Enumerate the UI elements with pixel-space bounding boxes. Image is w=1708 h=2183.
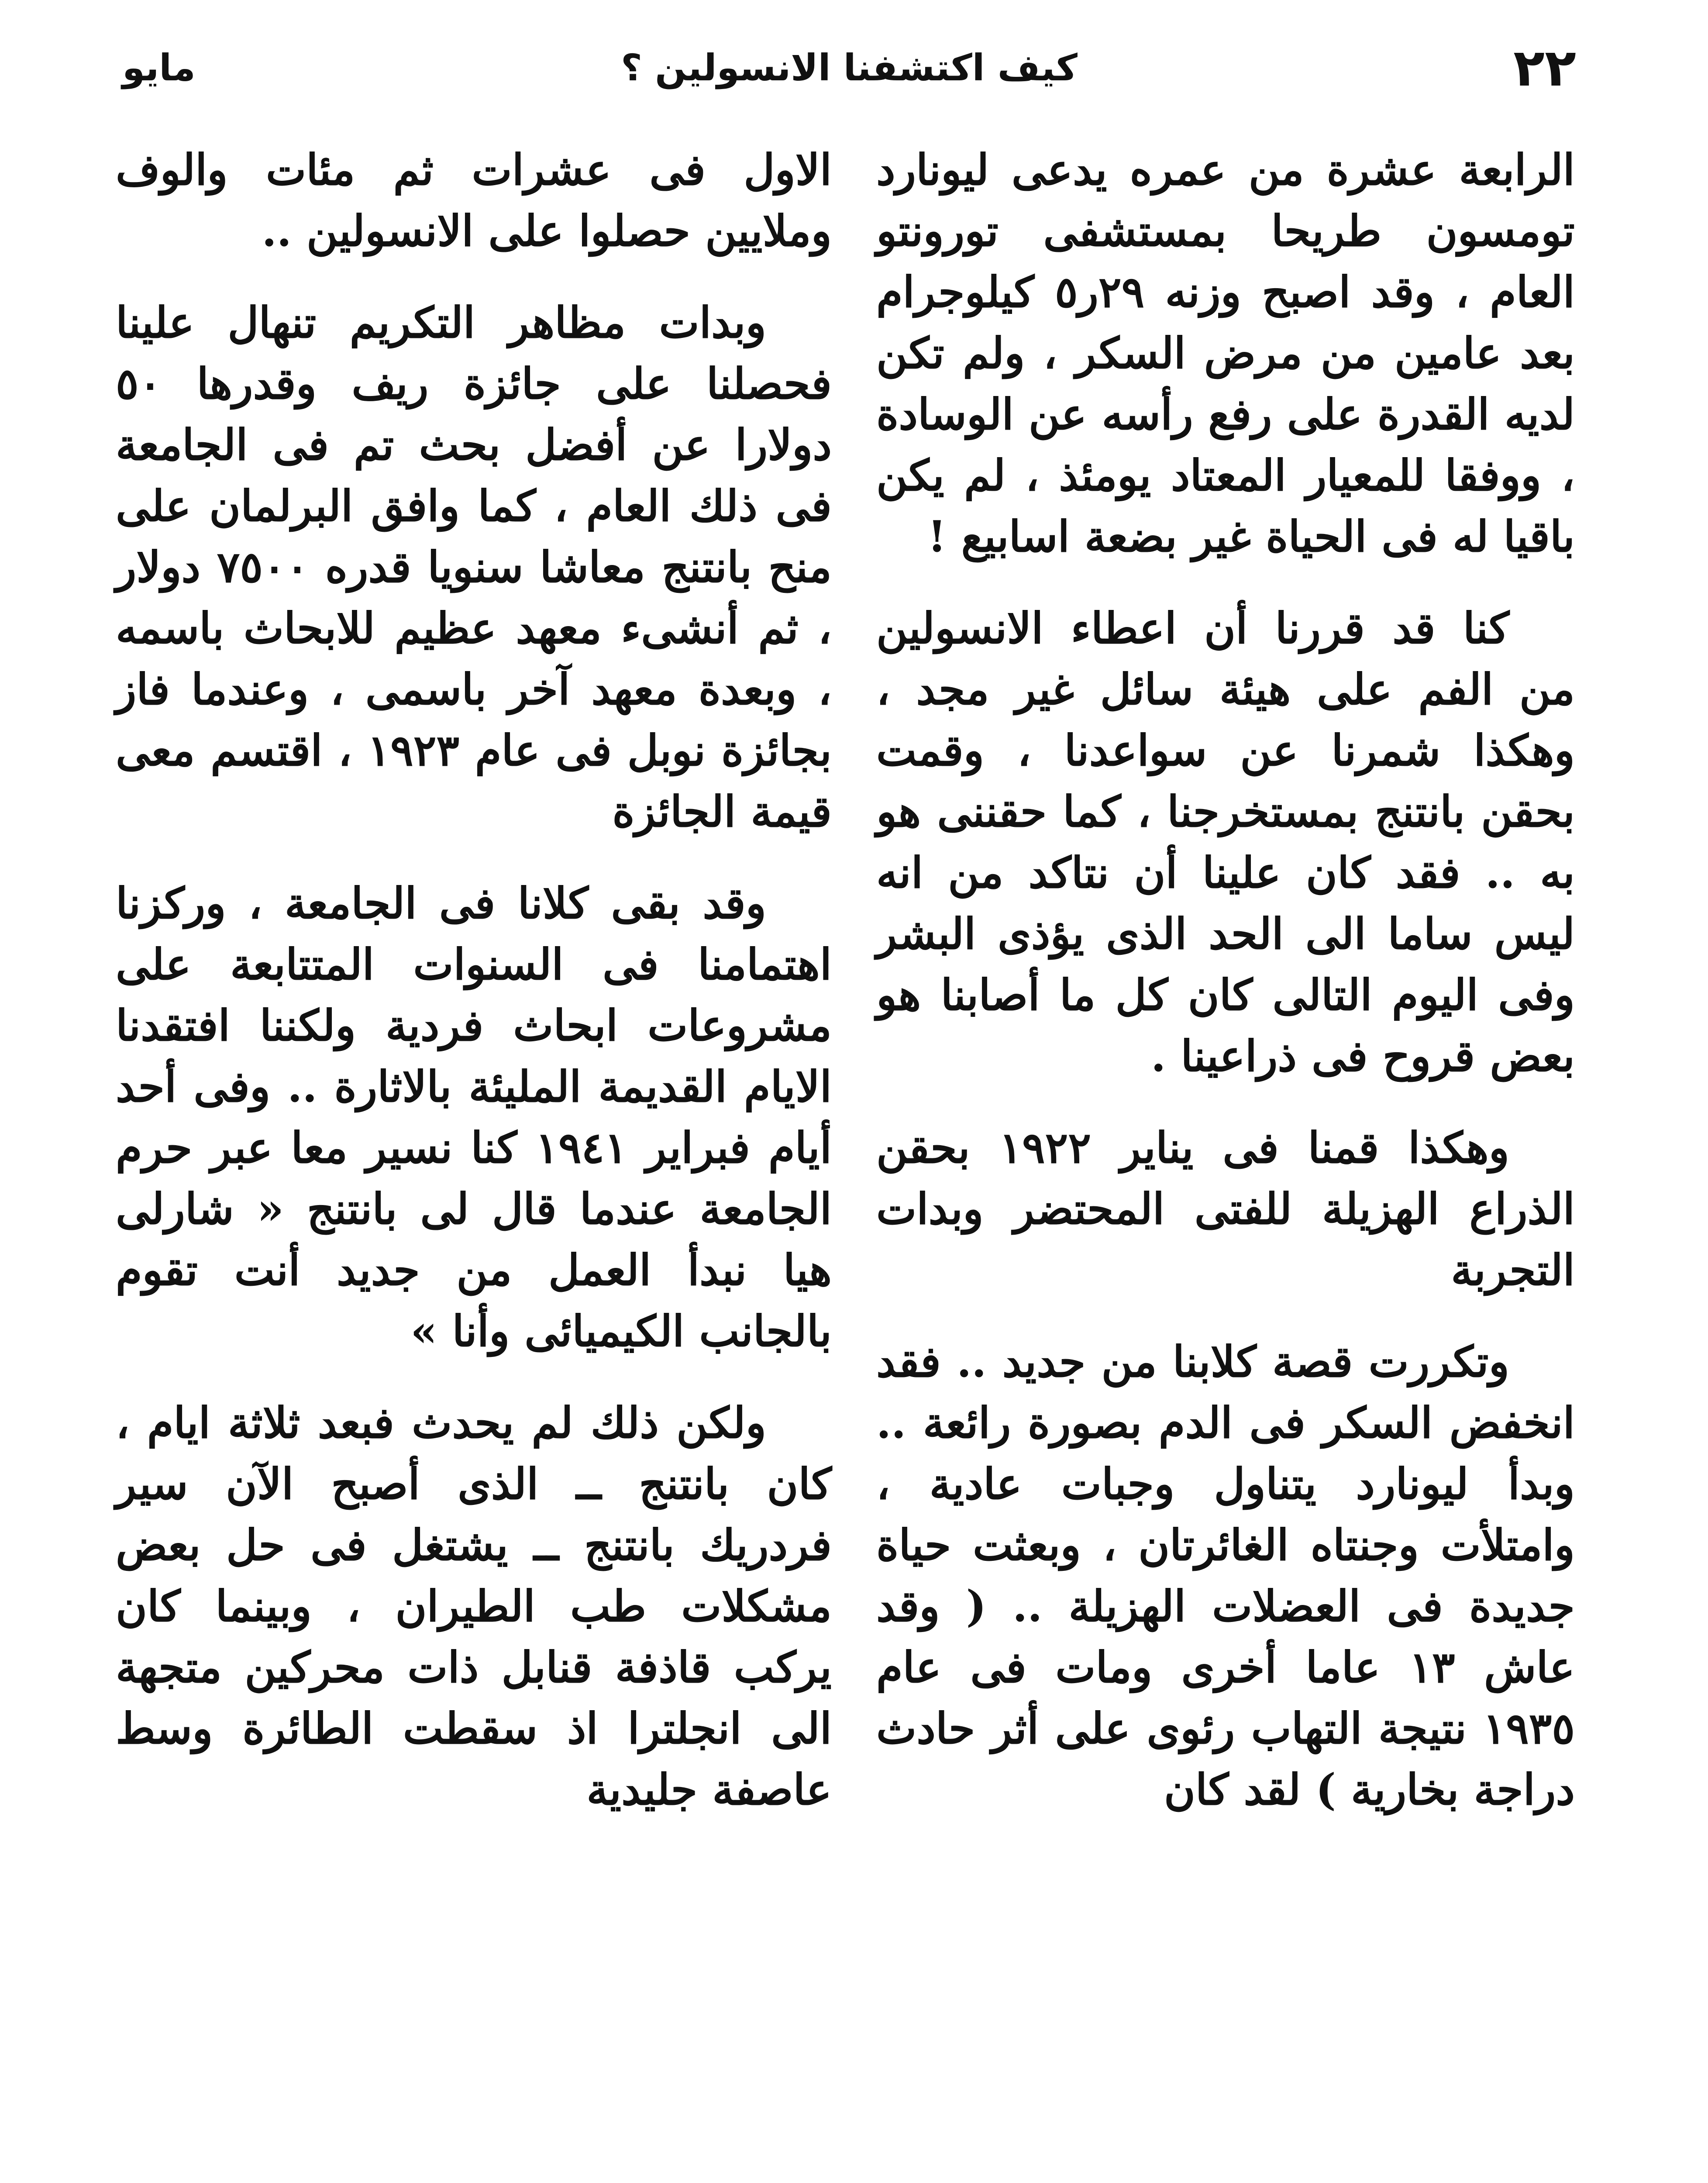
- issue-month: مايو: [122, 46, 196, 89]
- page-header: [122, 35, 1576, 105]
- right-column: [876, 140, 1575, 1851]
- paragraph: ولكن ذلك لم يحدث فبعد ثلاثة ايام ، كان بانتنج ــ الذى أصبح الآن سير فردريك بانتنج ــ يشتغل فى حل بعض مشكلات طب الطيران ، وبينما كان يركب قاذفة قنابل ذات محركين متجهة الى انجلترا اذ سقطت الطائرة وسط عاصفة جليدية: [116, 1398, 832, 1815]
- page-number: ٢٢: [1513, 38, 1576, 98]
- paragraph: وقد بقى كلانا فى الجامعة ، وركزنا اهتمامنا فى السنوات المتتابعة على مشروعات ابحاث فردية ولكننا افتقدنا الايام القديمة المليئة بالاثارة .. وفى أحد أيام فبراير ١٩٤١ كنا نسير معا عبر حرم الجامعة عندما قال لى بانتنج « شارلى هيا نبدأ العمل من جديد أنت تقوم بالجانب الكيميائى وأنا »: [116, 878, 832, 1357]
- left-column: [116, 140, 832, 1851]
- paragraph: كنا قد قررنا أن اعطاء الانسولين من الفم على هيئة سائل غير مجد ، وهكذا شمرنا عن سواعدنا ، وقمت بحقن بانتنج بمستخرجنا ، كما حقننى هو به .. فقد كان علينا أن نتاكد من انه ليس ساما الى الحد الذى يؤذى البشر وفى اليوم التالى كان كل ما أصابنا هو بعض قروح فى ذراعينا .: [876, 603, 1575, 1081]
- paragraph: وتكررت قصة كلابنا من جديد .. فقد انخفض السكر فى الدم بصورة رائعة .. وبدأ ليونارد يتناول وجبات عادية ، وامتلأت وجنتاه الغائرتان ، وبعثت حياة جديدة فى العضلات الهزيلة .. ( وقد عاش ١٣ عاما أخرى ومات فى عام ١٩٣٥ نتيجة التهاب رئوى على أثر حادث دراجة بخارية ) لقد كان: [876, 1337, 1575, 1815]
- running-title: كيف اكتشفنا الانسولين ؟: [621, 46, 1078, 89]
- paragraph: وبدات مظاهر التكريم تنهال علينا فحصلنا على جائزة ريف وقدرها ٥٠ دولارا عن أفضل بحث تم فى الجامعة فى ذلك العام ، كما وافق البرلمان على منح بانتنج معاشا سنويا قدره ٧٥٠٠ دولار ، ثم أنشىء معهد عظيم للابحاث باسمه ، وبعدة معهد آخر باسمى ، وعندما فاز بجائزة نوبل فى عام ١٩٢٣ ، اقتسم معى قيمة الجائزة: [116, 298, 832, 837]
- paragraph: وهكذا قمنا فى يناير ١٩٢٢ بحقن الذراع الهزيلة للفتى المحتضر وبدات التجربة: [876, 1123, 1575, 1295]
- paragraph: الاول فى عشرات ثم مئات والوف وملايين حصلوا على الانسولين ..: [116, 145, 832, 256]
- paragraph: الرابعة عشرة من عمره يدعى ليونارد تومسون طريحا بمستشفى تورونتو العام ، وقد اصبح وزنه ٢٩ر٥ كيلوجرام بعد عامين من مرض السكر ، ولم تكن لديه القدرة على رفع رأسه عن الوسادة ، ووفقا للمعيار المعتاد يومئذ ، لم يكن باقيا له فى الحياة غير بضعة اسابيع !: [876, 145, 1575, 562]
